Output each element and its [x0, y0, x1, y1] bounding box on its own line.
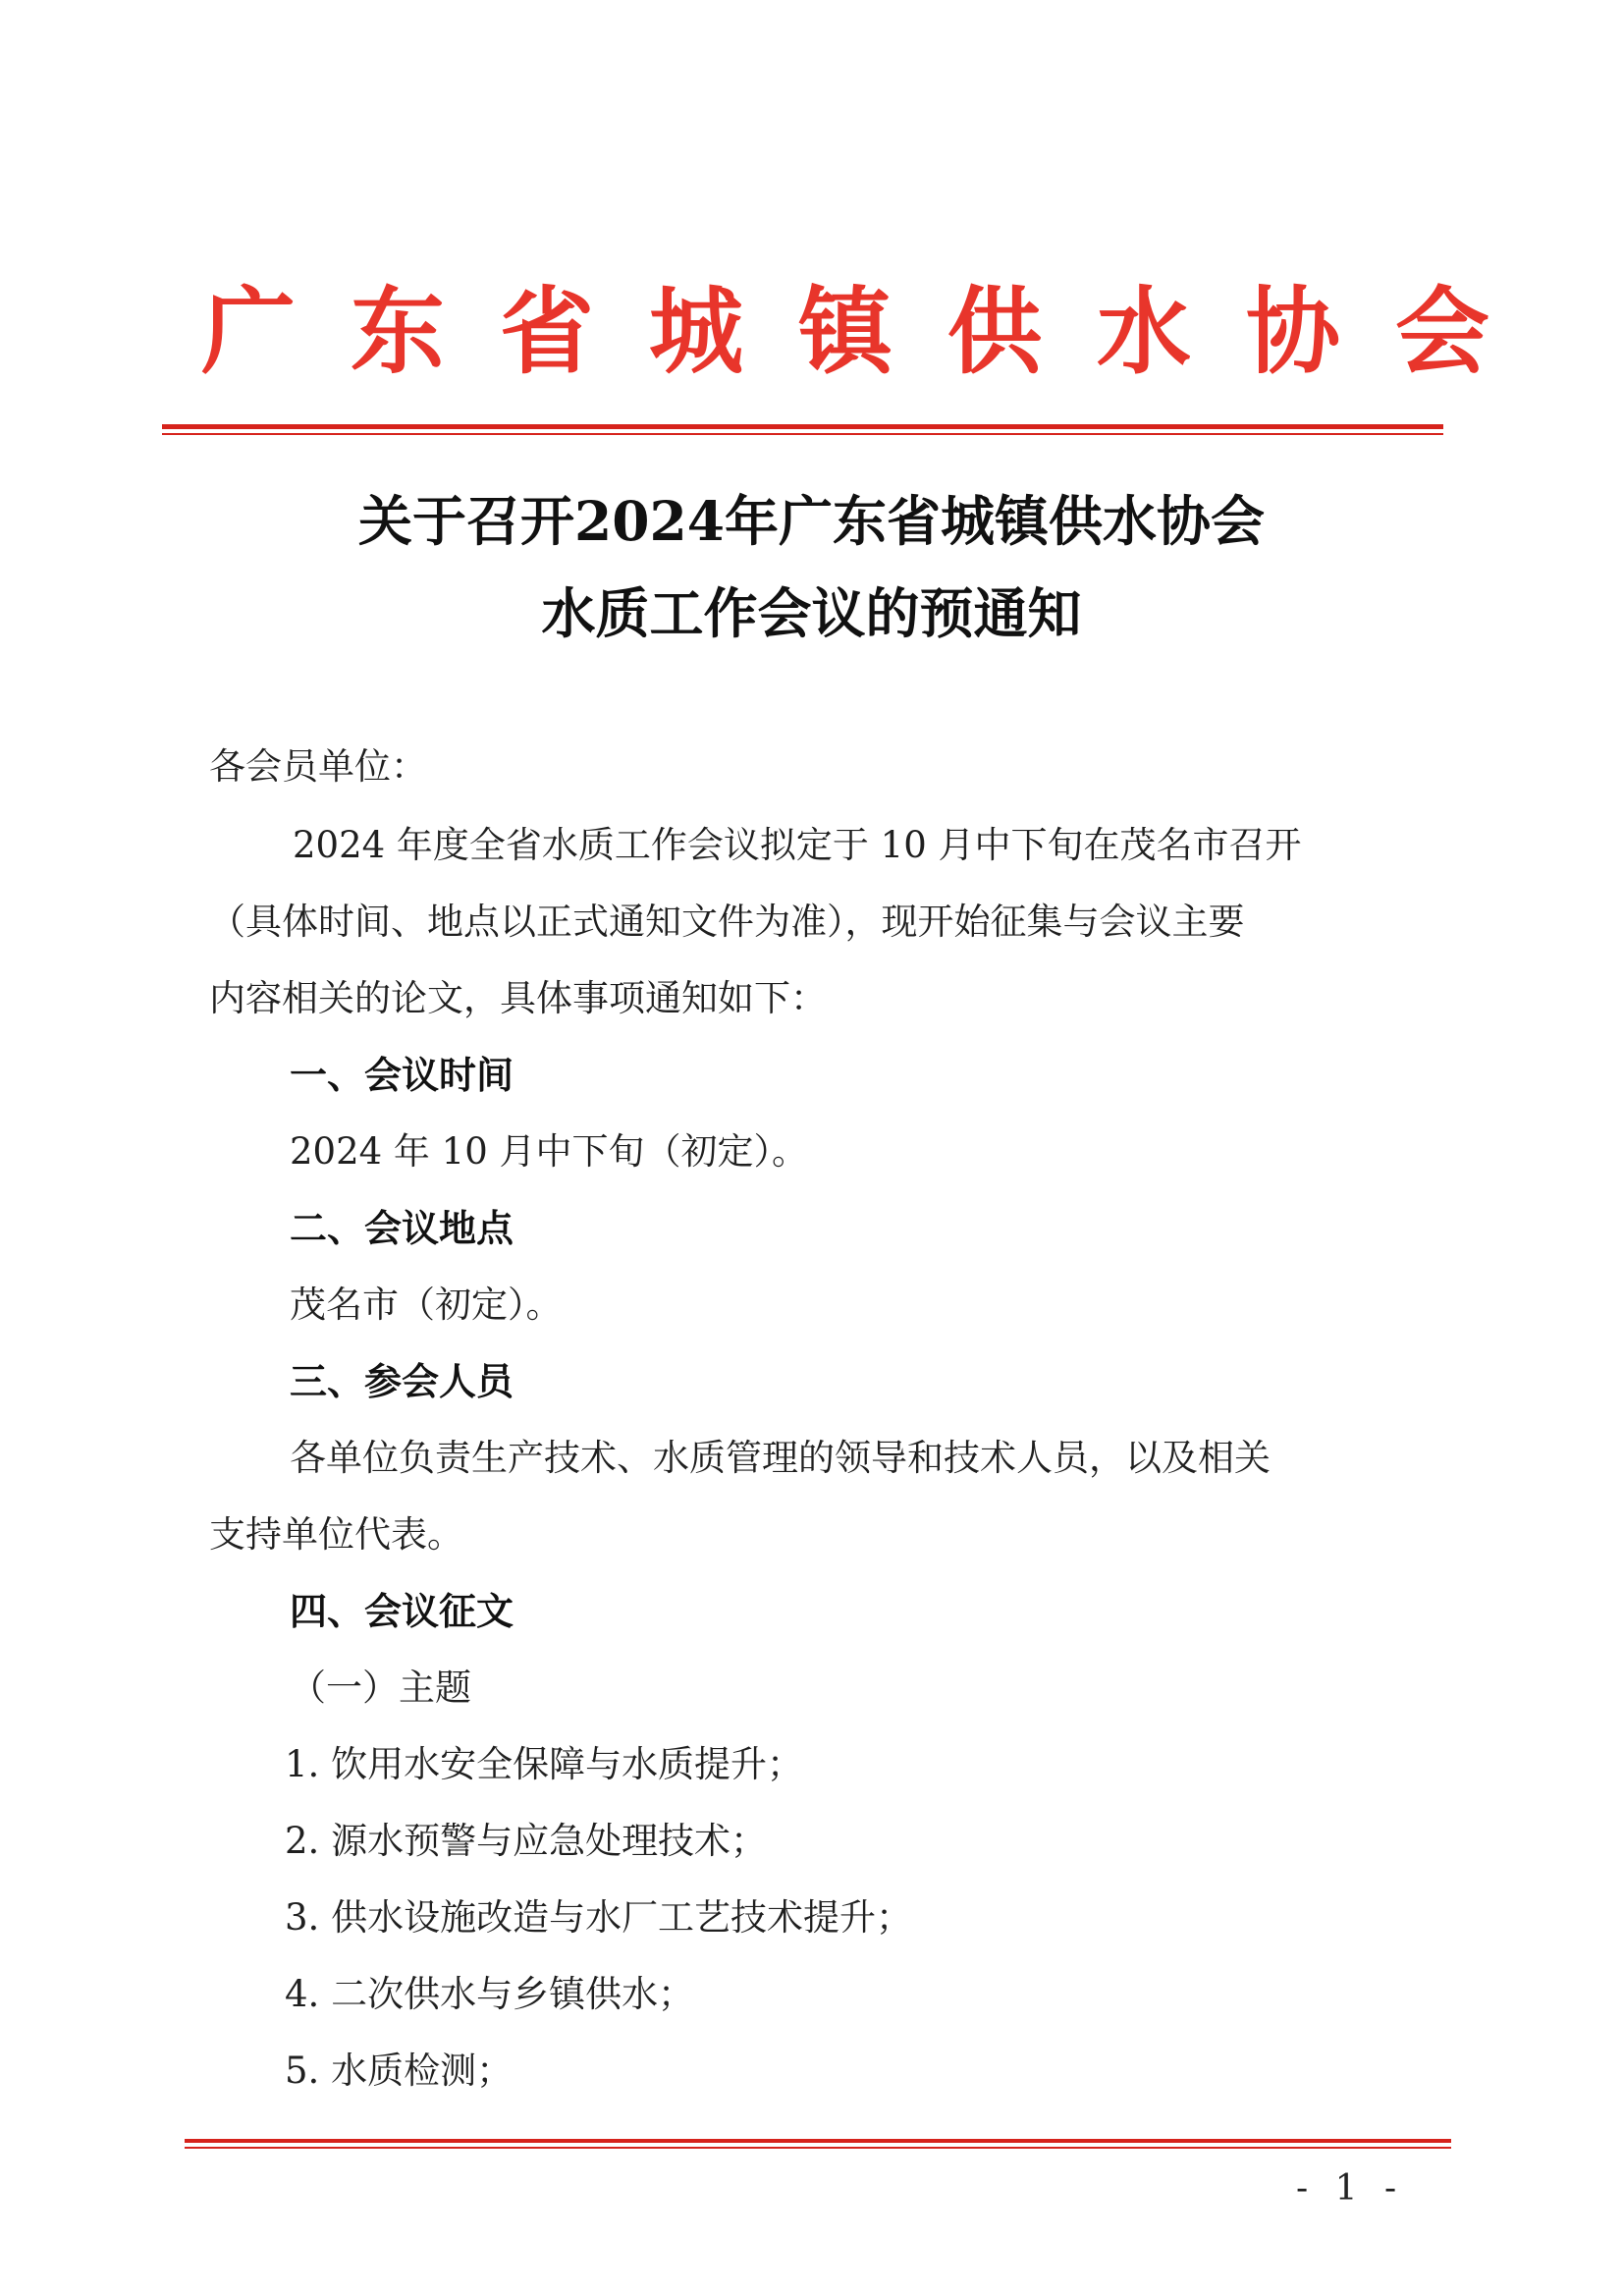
- section-subheading-topics: （一）主题: [290, 1667, 471, 1709]
- section-heading-place: 二、会议地点: [290, 1207, 514, 1250]
- letterhead-rule-bottom: [162, 433, 1443, 435]
- topic-item: 5. 水质检测；: [285, 2050, 514, 2092]
- section-text-place: 茂名市（初定）。: [290, 1284, 563, 1326]
- topic-item: 2. 源水预警与应急处理技术；: [285, 1820, 768, 1862]
- intro-line-3: 内容相关的论文，具体事项通知如下：: [209, 977, 827, 1019]
- topic-item: 3. 供水设施改造与水厂工艺技术提升；: [285, 1896, 913, 1939]
- section-heading-papers: 四、会议征文: [290, 1590, 514, 1633]
- intro-line-2: （具体时间、地点以正式通知文件为准），现开始征集与会议主要: [209, 901, 1245, 943]
- topic-item: 1. 饮用水安全保障与水质提升；: [285, 1743, 804, 1785]
- section-text-attendees-1: 各单位负责生产技术、水质管理的领导和技术人员，以及相关: [290, 1437, 1271, 1479]
- intro-line-1: 2024 年度全省水质工作会议拟定于 10 月中下旬在茂名市召开: [293, 824, 1302, 866]
- footer-rule-top: [185, 2139, 1451, 2143]
- letterhead-org-name: 广东省城镇供水协会: [201, 277, 1544, 387]
- letterhead-rule-top: [162, 424, 1443, 429]
- section-heading-attendees: 三、参会人员: [290, 1360, 514, 1403]
- section-text-attendees-2: 支持单位代表。: [209, 1513, 463, 1556]
- footer-rule-bottom: [185, 2147, 1451, 2149]
- document-title-line1: 关于召开2024年广东省城镇供水协会: [357, 489, 1266, 553]
- page-number: - 1 -: [1296, 2168, 1405, 2209]
- document-title-line2: 水质工作会议的预通知: [541, 581, 1082, 645]
- salutation: 各会员单位：: [209, 745, 427, 788]
- topic-item: 4. 二次供水与乡镇供水；: [285, 1973, 695, 2015]
- section-heading-time: 一、会议时间: [290, 1054, 514, 1097]
- section-text-time: 2024 年 10 月中下旬（初定）。: [290, 1130, 809, 1173]
